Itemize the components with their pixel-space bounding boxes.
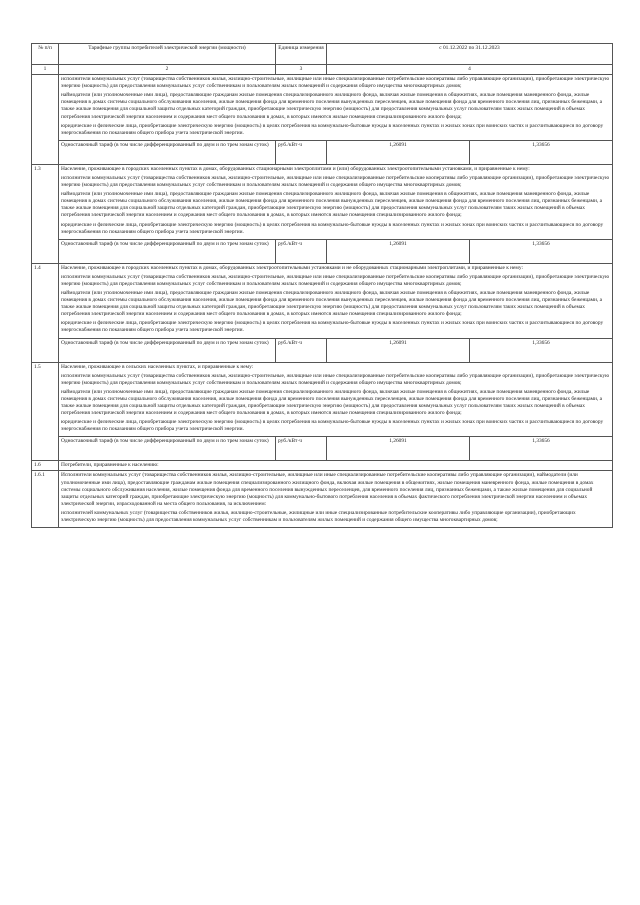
tariff-row [32,338,613,362]
paragraph: исполнителей коммунальных услуг (товарищества собственников жилья, жилищно-строительные, жилищные или иные специализированные потребительские кооперативы либо управляющие организации), приобретающих электрическую энергию (мощность) для предоставления коммунальных услуг собственникам и пользователям жилых помещений и содержания общего имущества многоквартирных домов; [61,509,576,524]
header-number: № п/п [32,44,59,65]
tariff-row [32,140,613,164]
paragraph: исполнители коммунальных услуг (товарищества собственников жилья, жилищно-строительные, жилищные или иные специализированные потребительские кооперативы либо управляющие организации), приобретающие электрическую энергию (мощность) для предоставления коммунальных услуг собственникам и пользователям жилых помещений и содержания общего имущества многоквартирных домов; [61,174,610,189]
table-row [32,461,613,471]
row-number: 1.3 [32,164,59,263]
row-description [59,75,613,141]
row-number: 1.5 [32,362,59,461]
row-description [59,362,613,437]
row-number: 1.4 [32,263,59,362]
tariff-label: Одноставочный тариф (в том числе дифференцированный по двум и по трем зонам суток) [59,437,276,461]
tariff-label: Одноставочный тариф (в том числе дифференцированный по двум и по трем зонам суток) [59,239,276,263]
paragraph: Исполнители коммунальных услуг (товарищества собственников жилья, жилищно-строительные, жилищные или иные специализированные потребительские кооперативы либо управляющие организации), наймодатели (или уполномоченные ими лица), предоставляющие гражданам жилые помещения специализированного жилищного фонда, включая жилые помещения в общежитиях, жилые помещения маневренного фонда, жилые помещения в домах системы социального обслуживания населения, жилые помещения фонда для временного поселения вынужденных переселенцев, для временного поселения лиц, признанных беженцами, а также жилые помещения для социальной защиты отдельных категорий граждан, приобретающие электрическую энергию (мощность) для коммунально-бытового потребления населения в объемах фактического потребления электрической энергии населением и объемах электрической энергии, израсходованной на места общего пользования, за исключением: [61,472,594,507]
column-number-2: 2 [59,65,276,75]
paragraph: Население, проживающее в городских населенных пунктах в домах, оборудованных электроотопительными установками и не оборудованных стационарными электроплитами, и приравненные к нему: [61,264,523,271]
header-period: с 01.12.2022 по 31.12.2023 [327,44,613,65]
tariff-label: Одноставочный тариф (в том числе дифференцированный по двум и по трем зонам суток) [59,140,276,164]
row-description [59,471,613,528]
table-row [32,263,613,338]
tariff-unit: руб./кВт·ч [276,437,327,461]
paragraph: наймодатели (или уполномоченные ими лица), предоставляющие гражданам жилые помещения специализированного жилищного фонда, включая жилые помещения в общежитиях, жилые помещения маневренного фонда, жилые помещения в домах системы социального обслуживания населения, жилые помещения фонда для временного поселения вынужденных переселенцев, жилые помещения фонда для временного поселения лиц, признанных беженцами, а также жилые помещения для социальной защиты отдельных категорий граждан, приобретающие электрическую энергию (мощность) для предоставления коммунальных услуг пользователям таких жилых помещений в объемах потребления электрической энергии населением и содержания мест общего пользования в домах, в которых имеются жилые помещения специализированного жилого фонда; [61,92,603,120]
table-row [32,471,613,528]
tariff-value-1: 1,26091 [327,239,470,263]
paragraph: наймодатели (или уполномоченные ими лица), предоставляющие гражданам жилые помещения специализированного жилищного фонда, включая жилые помещения в общежитиях, жилые помещения маневренного фонда, жилые помещения в домах системы социального обслуживания населения, жилые помещения фонда для временного поселения вынужденных переселенцев, жилые помещения фонда для временного поселения лиц, признанных беженцами, а также жилые помещения для социальной защиты отдельных категорий граждан, приобретающие электрическую энергию (мощность) для предоставления коммунальных услуг пользователям таких жилых помещений в объемах потребления электрической энергии населением и содержания мест общего пользования в домах, в которых имеются жилые помещения специализированного жилого фонда; [61,388,603,417]
tariff-value-2: 1,33656 [470,140,613,164]
column-number-4: 4 [327,65,613,75]
paragraph: наймодатели (или уполномоченные ими лица), предоставляющие гражданам жилые помещения специализированного жилищного фонда, включая жилые помещения в общежитиях, жилые помещения маневренного фонда, жилые помещения в домах системы социального обслуживания населения, жилые помещения фонда для временного поселения вынужденных переселенцев, жилые помещения фонда для временного поселения лиц, признанных беженцами, а также жилые помещения для социальной защиты отдельных категорий граждан, приобретающие электрическую энергию (мощность) для предоставления коммунальных услуг пользователям таких жилых помещений в объемах потребления электрической энергии населением и содержания мест общего пользования в домах, в которых имеются жилые помещения специализированного жилого фонда; [61,191,603,219]
paragraph: юридические и физические лица, приобретающие электрическую энергию (мощность) в целях потребления на коммунально-бытовые нужды в населенных пунктах и жилых зонах при воинских частях и рассчитывающиеся по договору энергоснабжения по показаниям общего прибора учета электрической энергии. [61,320,604,334]
tariff-value-2: 1,33656 [470,437,613,461]
paragraph: исполнители коммунальных услуг (товарищества собственников жилья, жилищно-строительные, жилищные или иные специализированные потребительские кооперативы либо управляющие организации), приобретающие электрическую энергию (мощность) для предоставления коммунальных услуг собственникам и пользователям жилых помещений и содержания общего имущества многоквартирных домов; [61,76,610,90]
header-row [32,44,613,65]
column-number-1: 1 [32,65,59,75]
table-row [32,164,613,239]
row-number [32,75,59,165]
table-row [32,362,613,437]
row-description [59,263,613,338]
header-unit: Единица измерения [276,44,327,65]
column-number-row [32,65,613,75]
paragraph: юридические и физические лица, приобретающие электрическую энергию (мощность) в целях потребления на коммунально-бытовые нужды в населенных пунктах и жилых зонах при воинских частях и рассчитывающиеся по договору энергоснабжения по показаниям общего прибора учета электрической энергии. [61,122,604,136]
tariff-label: Одноставочный тариф (в том числе дифференцированный по двум и по трем зонам суток) [59,338,276,362]
paragraph: наймодатели (или уполномоченные ими лица), предоставляющие гражданам жилые помещения специализированного жилищного фонда, включая жилые помещения в общежитиях, жилые помещения маневренного фонда, жилые помещения в домах системы социального обслуживания населения, жилые помещения фонда для временного поселения вынужденных переселенцев, жилые помещения фонда для временного поселения лиц, признанных беженцами, а также жилые помещения для социальной защиты отдельных категорий граждан, приобретающие электрическую энергию (мощность) для предоставления коммунальных услуг пользователям таких жилых помещений в объемах потребления электрической энергии населением и содержания мест общего пользования в домах, в которых имеются жилые помещения специализированного жилого фонда; [61,289,603,318]
row-number: 1.6.1 [32,471,59,528]
tariff-unit: руб./кВт·ч [276,338,327,362]
tariff-row [32,437,613,461]
tariff-unit: руб./кВт·ч [276,140,327,164]
paragraph: исполнители коммунальных услуг (товарищества собственников жилья, жилищно-строительные, жилищные или иные специализированные потребительские кооперативы либо управляющие организации), приобретающие электрическую энергию (мощность) для предоставления коммунальных услуг собственникам и пользователям жилых помещений и содержания общего имущества многоквартирных домов; [61,372,610,386]
row-number: 1.6 [32,461,59,471]
paragraph: юридические и физические лица, приобретающие электрическую энергию (мощность) в целях потребления на коммунально-бытовые нужды в населенных пунктах и жилых зонах при воинских частях и рассчитывающиеся по договору энергоснабжения по показаниям общего прибора учета электрической энергии. [61,419,604,433]
paragraph: юридические и физические лица, приобретающие электрическую энергию (мощность) в целях потребления на коммунально-бытовые нужды в населенных пунктах и жилых зонах при воинских частях и рассчитывающиеся по договору энергоснабжения по показаниям общего прибора учета электрической энергии. [61,221,604,235]
tariff-value-2: 1,33656 [470,239,613,263]
tariff-value-2: 1,33656 [470,338,613,362]
table-row [32,75,613,141]
tariff-row [32,239,613,263]
tariff-value-1: 1,26091 [327,437,470,461]
paragraph: исполнители коммунальных услуг (товарищества собственников жилья, жилищно-строительные, жилищные или иные специализированные потребительские кооперативы либо управляющие организации), приобретающие электрическую энергию (мощность) для предоставления коммунальных услуг собственникам и пользователям жилых помещений и содержания общего имущества многоквартирных домов; [61,273,610,287]
tariff-unit: руб./кВт·ч [276,239,327,263]
row-description: Потребители, приравненные к населению: [59,461,613,471]
header-groups: Тарифные группы потребителей электрической энергии (мощности) [59,44,276,65]
tariff-value-1: 1,26091 [327,140,470,164]
paragraph: Население, проживающее в сельских населенных пунктах, и приравненные к нему: [61,363,254,370]
tariff-value-1: 1,26091 [327,338,470,362]
row-description [59,164,613,239]
paragraph: Население, проживающее в городских населенных пунктах в домах, оборудованных стационарными электроплитами и (или) оборудованных электроотопительными установками, и приравненные к нему: [61,165,530,172]
tariff-table [31,43,613,528]
column-number-3: 3 [276,65,327,75]
